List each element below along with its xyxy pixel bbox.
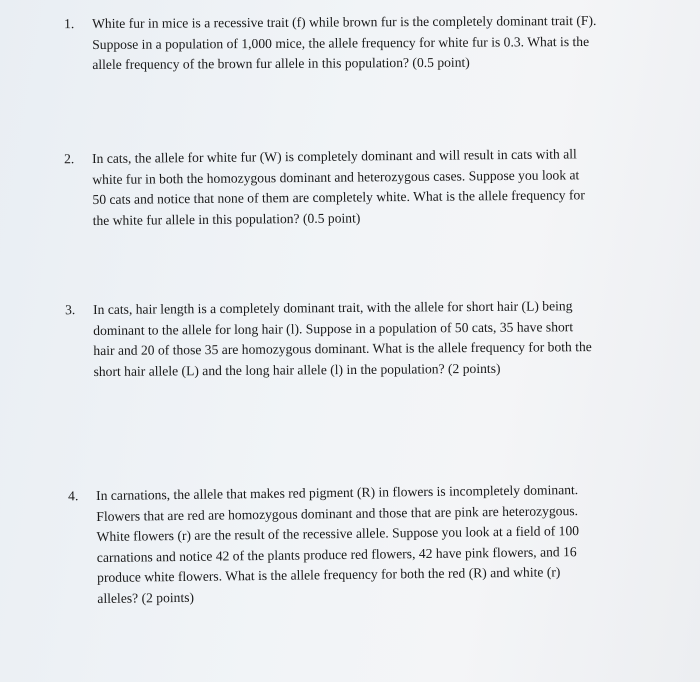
question-number: 3. bbox=[65, 302, 76, 318]
question-line: dominant to the allele for long hair (l). Suppose in a population of 50 cats, 35 have short bbox=[93, 318, 574, 338]
question-1 bbox=[64, 11, 652, 76]
question-text bbox=[96, 479, 657, 609]
question-2 bbox=[64, 144, 653, 231]
question-line: short hair allele (L) and the long hair allele (l) in the population? (2 points) bbox=[93, 360, 501, 379]
question-line: 50 cats and notice that none of them are completely white. What is the allele frequency for bbox=[92, 187, 585, 207]
question-line: the white fur allele in this population? (0.5 point) bbox=[92, 209, 361, 228]
question-line: carnations and notice 42 of the plants produce red flowers, 42 have pink flowers, and 16 bbox=[96, 543, 577, 565]
question-number: 4. bbox=[68, 488, 79, 504]
question-line: white fur in both the homozygous dominant and heterozygous cases. Suppose you look at bbox=[92, 166, 580, 187]
question-line: White fur in mice is a recessive trait (f) while brown fur is the completely dominant trait (F). bbox=[92, 12, 597, 31]
question-line: produce white flowers. What is the allele frequency for both the red (R) and white (r) bbox=[97, 564, 561, 585]
question-3 bbox=[65, 296, 654, 382]
question-line: allele frequency of the brown fur allele in this population? (0.5 point) bbox=[92, 54, 470, 72]
question-line: hair and 20 of those 35 are homozygous dominant. What is the allele frequency for both the bbox=[93, 339, 592, 358]
question-line: In cats, hair length is a completely dominant trait, with the allele for short hair (L) being bbox=[93, 298, 573, 317]
question-line: Suppose in a population of 1,000 mice, the allele frequency for white fur is 0.3. What is the bbox=[92, 33, 590, 52]
question-line: alleles? (2 points) bbox=[97, 589, 195, 606]
question-number: 2. bbox=[64, 151, 75, 167]
question-number: 1. bbox=[64, 16, 75, 32]
question-4 bbox=[68, 479, 657, 609]
question-text bbox=[92, 144, 653, 231]
question-line: In cats, the allele for white fur (W) is completely dominant and will result in cats with all bbox=[92, 146, 577, 166]
question-line: In carnations, the allele that makes red pigment (R) in flowers is incompletely dominant. bbox=[96, 482, 579, 503]
question-line: Flowers that are red are homozygous dominant and those that are pink are heterozygous. bbox=[96, 502, 579, 524]
question-line: White flowers (r) are the result of the recessive allele. Suppose you look at a field of 100 bbox=[96, 523, 580, 544]
question-text bbox=[93, 296, 654, 382]
question-text bbox=[92, 11, 652, 76]
